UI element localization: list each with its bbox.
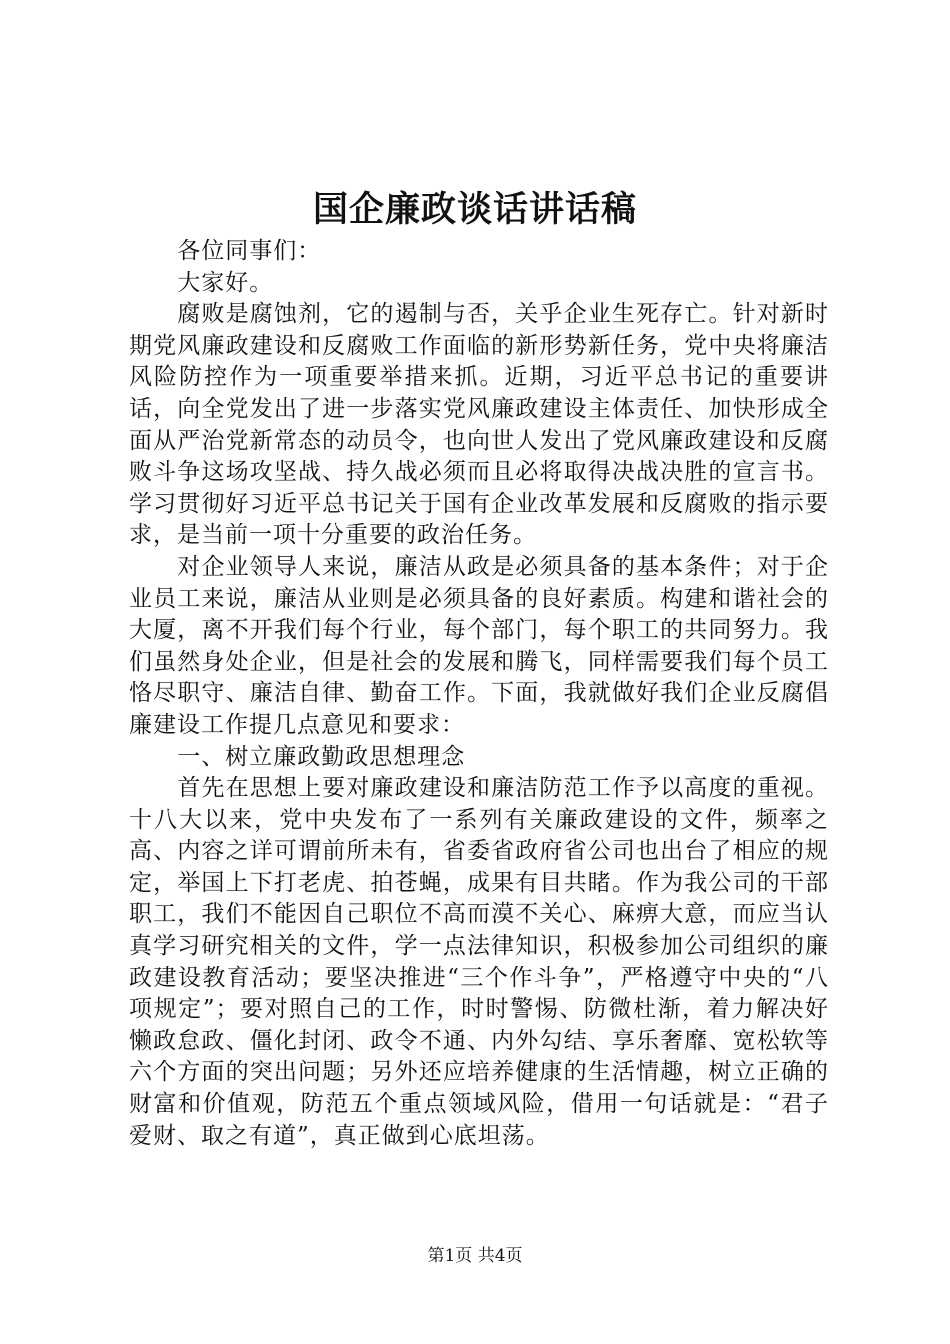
document-title: 国企廉政谈话讲话稿	[312, 189, 637, 230]
paragraph: 首先在思想上要对廉政建设和廉洁防范工作予以高度的重视。十八大以来，党中央发布了一系列有关廉政建设的文件，频率之高、内容之详可谓前所未有，省委省政府省公司也出台了相应的规定，举国上下打老虎、拍苍蝇，成果有目共睹。作为我公司的干部职工，我们不能因自己职位不高而漠不关心、麻痹大意，而应当认真学习研究相关的文件，学一点法律知识，积极参加公司组织的廉政建设教育活动；要坚决推进“三个作斗争”，严格遵守中央的“八项规定”；要对照自己的工作，时时警惕、防微杜渐，着力解决好懒政怠政、僵化封闭、政令不通、内外勾结、享乐奢靡、宽松软等六个方面的突出问题；另外还应培养健康的生活情趣，树立正确的财富和价值观，防范五个重点领域风险，借用一句话就是：“君子爱财、取之有道”，真正做到心底坦荡。	[129, 775, 829, 1149]
paragraph: 对企业领导人来说，廉洁从政是必须具备的基本条件；对于企业员工来说，廉洁从业则是必须具备的良好素质。构建和谐社会的大厦，离不开我们每个行业，每个部门，每个职工的共同努力。我们虽然身处企业，但是社会的发展和腾飞，同样需要我们每个员工恪尽职守、廉洁自律、勤奋工作。下面，我就做好我们企业反腐倡廉建设工作提几点意见和要求：	[129, 553, 829, 738]
section-heading: 一、树立廉政勤政思想理念	[177, 743, 466, 770]
document-body	[129, 236, 829, 1152]
salutation-line: 大家好。	[177, 269, 274, 296]
paragraph: 腐败是腐蚀剂，它的遏制与否，关乎企业生死存亡。针对新时期党风廉政建设和反腐败工作面临的新形势新任务，党中央将廉洁风险防控作为一项重要举措来抓。近期，习近平总书记的重要讲话，向全党发出了进一步落实党风廉政建设主体责任、加快形成全面从严治党新常态的动员令，也向世人发出了党风廉政建设和反腐败斗争这场攻坚战、持久战必须而且必将取得决战决胜的宣言书。学习贯彻好习近平总书记关于国有企业改革发展和反腐败的指示要求，是当前一项十分重要的政治任务。	[129, 301, 829, 549]
page-footer: 第1页 共4页	[427, 1246, 523, 1266]
greeting-line: 各位同事们：	[177, 238, 322, 264]
